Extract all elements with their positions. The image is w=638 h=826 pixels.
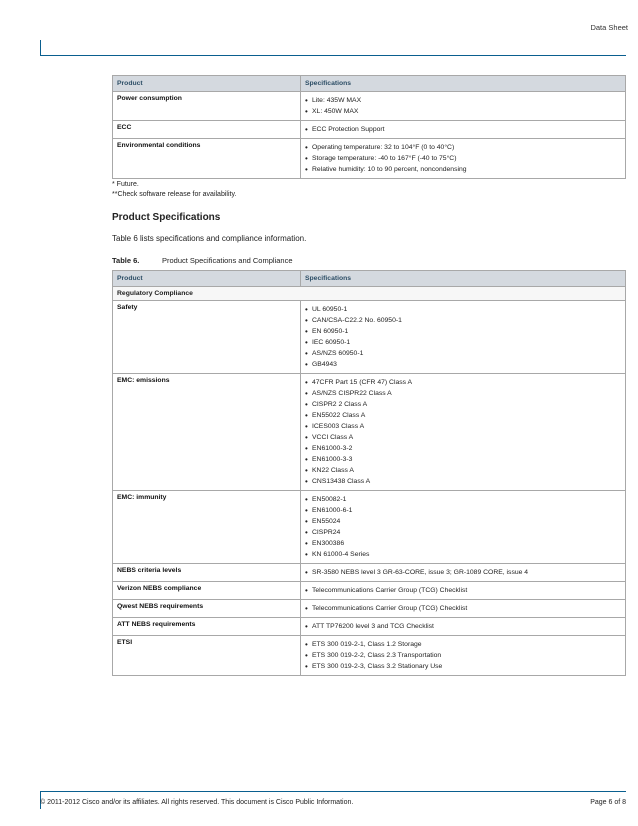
spec-list — [305, 95, 621, 117]
spec-list-item: • Relative humidity: 10 to 90 percent, noncondensing — [305, 164, 621, 175]
spec-list — [305, 585, 621, 596]
row-label: EMC: immunity — [113, 491, 301, 564]
row-label: Power consumption — [113, 92, 301, 121]
row-label: Environmental conditions — [113, 139, 301, 179]
spec-list-item: • ICES003 Class A — [305, 421, 621, 432]
spec-list-item: • EN55022 Class A — [305, 410, 621, 421]
spec-list-item: • EN300386 — [305, 538, 621, 549]
header-rule-tick — [40, 40, 41, 56]
footer-copyright: © 2011-2012 Cisco and/or its affiliates. All rights reserved. This document is Cisco Public Information. — [40, 799, 354, 806]
footer-rule — [40, 791, 626, 792]
section-title: Product Specifications — [112, 212, 221, 223]
spec-table-2 — [112, 270, 626, 676]
table-row — [113, 92, 626, 121]
spec-list-item: • EN61000-3-3 — [305, 454, 621, 465]
row-label: ECC — [113, 121, 301, 139]
spec-list-item: • EN55024 — [305, 516, 621, 527]
footer-page-number: Page 6 of 8 — [590, 799, 626, 806]
spec-list-item: • KN 61000-4 Series — [305, 549, 621, 560]
footnote-software: **Check software release for availability. — [112, 190, 237, 198]
spec-list-item: • SR-3580 NEBS level 3 GR-63-CORE, issue 3; GR-1089 CORE, issue 4 — [305, 567, 621, 578]
spec-table-2-body — [113, 287, 626, 676]
spec-list-item: • VCCI Class A — [305, 432, 621, 443]
table-header-row — [113, 76, 626, 92]
footnotes — [112, 180, 236, 199]
row-label: Safety — [113, 301, 301, 374]
spec-list-item: • EN 60950-1 — [305, 326, 621, 337]
row-specifications — [301, 301, 626, 374]
spec-list-item: • Storage temperature: -40 to 167°F (-40 to 75°C) — [305, 153, 621, 164]
table-row — [113, 374, 626, 491]
spec-list-item: • ETS 300 019-2-2, Class 2.3 Transportation — [305, 650, 621, 661]
column-header-product: Product — [113, 76, 301, 92]
spec-list-item: • ECC Protection Support — [305, 124, 621, 135]
table-row — [113, 121, 626, 139]
spec-list-item: • 47CFR Part 15 (CFR 47) Class A — [305, 377, 621, 388]
spec-list-item: • KN22 Class A — [305, 465, 621, 476]
column-header-specifications: Specifications — [301, 271, 626, 287]
spec-list-item: • EN61000-3-2 — [305, 443, 621, 454]
spec-list-item: • IEC 60950-1 — [305, 337, 621, 348]
spec-list-item: • Lite: 435W MAX — [305, 95, 621, 106]
table-header-row — [113, 271, 626, 287]
table-row — [113, 491, 626, 564]
table-row — [113, 139, 626, 179]
spec-table-1-body — [113, 92, 626, 179]
spec-list-item: • ATT TP76200 level 3 and TCG Checklist — [305, 621, 621, 632]
row-label: ATT NEBS requirements — [113, 618, 301, 636]
spec-table-1 — [112, 75, 626, 179]
spec-list — [305, 304, 621, 370]
spec-list-item: • EN61000-6-1 — [305, 505, 621, 516]
spec-list-item: • ETS 300 019-2-3, Class 3.2 Stationary Use — [305, 661, 621, 672]
spec-list-item: • CISPR24 — [305, 527, 621, 538]
row-label: EMC: emissions — [113, 374, 301, 491]
row-specifications — [301, 491, 626, 564]
row-label: NEBS criteria levels — [113, 564, 301, 582]
column-header-specifications: Specifications — [301, 76, 626, 92]
spec-list — [305, 621, 621, 632]
table-row — [113, 636, 626, 676]
row-label: ETSI — [113, 636, 301, 676]
footnote-future: * Future. — [112, 181, 139, 188]
spec-list — [305, 494, 621, 560]
spec-list-item: • CAN/CSA-C22.2 No. 60950-1 — [305, 315, 621, 326]
table-row — [113, 600, 626, 618]
section-intro: Table 6 lists specifications and compliance information. — [112, 234, 307, 243]
row-label: Verizon NEBS compliance — [113, 582, 301, 600]
row-specifications — [301, 618, 626, 636]
spec-list-item: • XL: 450W MAX — [305, 106, 621, 117]
table-row — [113, 301, 626, 374]
header-label: Data Sheet — [590, 23, 628, 32]
row-specifications — [301, 92, 626, 121]
spec-list-item: • GB4943 — [305, 359, 621, 370]
spec-list-item: • Operating temperature: 32 to 104°F (0 to 40°C) — [305, 142, 621, 153]
spec-list-item: • AS/NZS 60950-1 — [305, 348, 621, 359]
table-caption-number: Table 6. — [112, 256, 140, 265]
spec-list-item: • CNS13438 Class A — [305, 476, 621, 487]
spec-list-item: • EN50082-1 — [305, 494, 621, 505]
table-row — [113, 564, 626, 582]
row-specifications — [301, 636, 626, 676]
table-caption-text: Product Specifications and Compliance — [162, 256, 293, 265]
spec-list-item: • Telecommunications Carrier Group (TCG) Checklist — [305, 603, 621, 614]
spec-list — [305, 377, 621, 487]
spec-list-item: • ETS 300 019-2-1, Class 1.2 Storage — [305, 639, 621, 650]
spec-list — [305, 142, 621, 175]
spec-list-item: • CISPR2 2 Class A — [305, 399, 621, 410]
row-specifications — [301, 374, 626, 491]
spec-list-item: • AS/NZS CISPR22 Class A — [305, 388, 621, 399]
column-header-product: Product — [113, 271, 301, 287]
table-group-row — [113, 287, 626, 301]
row-specifications — [301, 121, 626, 139]
table-row — [113, 618, 626, 636]
row-specifications — [301, 600, 626, 618]
table-caption — [112, 256, 293, 265]
spec-list — [305, 639, 621, 672]
table-row — [113, 582, 626, 600]
spec-list — [305, 567, 621, 578]
header-rule — [40, 55, 626, 56]
row-specifications — [301, 582, 626, 600]
spec-list — [305, 124, 621, 135]
spec-list — [305, 603, 621, 614]
row-specifications — [301, 139, 626, 179]
spec-list-item: • UL 60950-1 — [305, 304, 621, 315]
row-label: Qwest NEBS requirements — [113, 600, 301, 618]
spec-list-item: • Telecommunications Carrier Group (TCG) Checklist — [305, 585, 621, 596]
group-label-regulatory-compliance: Regulatory Compliance — [113, 287, 626, 301]
row-specifications — [301, 564, 626, 582]
